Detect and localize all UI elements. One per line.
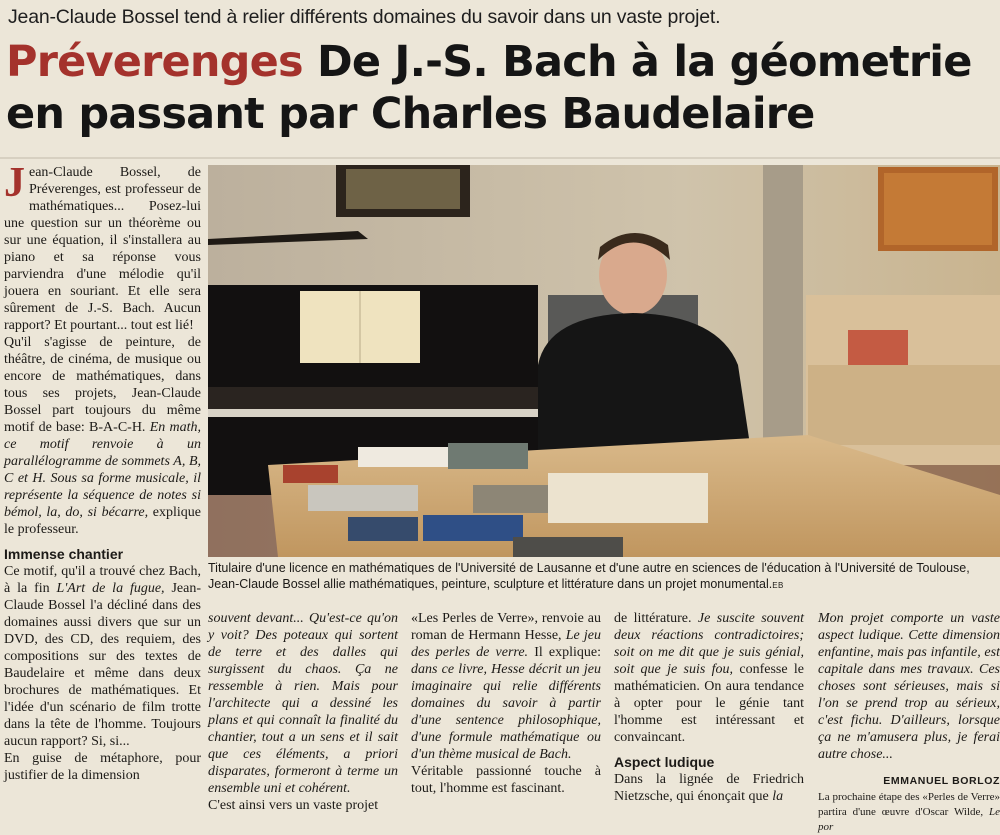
col4-text-a: de littérature. [614,611,692,626]
section-heading-immense-chantier: Immense chantier [4,546,124,562]
footnote [818,790,1000,835]
section1-paragraph-2: En guise de métaphore, pour justifier de la dimension [4,751,201,783]
col3-quote: dans ce livre, Hesse décrit un jeu imaginaire qui relie différents domaines du savoir à partir d'une sentence philosophique, d'une formule mathématique ou d'un thème musical de Bach. [411,662,601,762]
section1-text-rest: Jean-Claude Bossel l'a décliné dans des domaines aussi divers que sur un DVD, des CD, des requiem, des compositions sur des textes de Baudelaire et même dans deux brochures de mathématiques. Et l'idée d'un scénario de film trotte dans la tête de l'homme. Toujours aucun rapport? Si, si... [4,581,201,749]
headline-location: Préverenges [6,37,303,87]
article-kicker: Jean-Claude Bossel tend à relier différents domaines du savoir dans un vaste projet. [8,6,721,28]
headline-divider [0,157,1000,159]
col3-paragraph-2: Véritable passionné touche à tout, l'homme est fascinant. [411,764,601,796]
intro-quote: En math, ce motif renvoie à un parallélogramme de sommets A, B, C et H. Sous sa forme musicale, il représente la séquence de notes si bémol, la, do, si bécarre, [4,420,201,520]
section-heading-aspect-ludique: Aspect ludique [614,754,715,770]
author-byline: EMMANUEL BORLOZ [883,775,1000,787]
intro-tail: explique le professeur. [4,505,202,537]
col4-text-d: Dans la lignée de Friedrich Nietzsche, qui énonçait que [614,772,804,804]
column-5 [818,610,1000,835]
caption-text: Titulaire d'une licence en mathématiques de l'Université de Lausanne et d'une autre en sciences de l'éducation à l'Université de Toulouse, Jean-Claude Bossel allie mathématiques, peinture, sculpture et littérature dans un projet monumental. [208,561,970,591]
col2-quote: souvent devant... Qu'est-ce qu'on y voit? Des poteaux qui sortent de terre et des dalles qui surgissent du chaos. Ça ne ressemble à rien. Mais pour l'architecte qui a dessiné les plans et qui connaît la finalité du chantier, tout a un sens et il sait que ces éléments, a priori disparates, formeront à terme un ensemble uni et cohérent. [208,611,398,796]
col3-text-a: «Les Perles de Verre», renvoie au roman de Hermann Hesse, [411,611,601,643]
section1-text: Ce motif, qu'il a trouvé chez Bach, à la fin [4,564,201,596]
column-4 [614,610,804,805]
headline-title-line2: en passant par Charles Baudelaire [6,89,815,139]
section1-work-title: L'Art de la fugue, [56,581,165,596]
col2-tail: C'est ainsi vers un vaste projet [208,798,379,813]
col4-quote: Je suscite souvent deux réactions contradictoires; soit on me dit que je suis génial, soit que je suis fou, [614,611,804,677]
intro-paragraph-2 [4,334,201,538]
col4-paragraph-2 [614,771,804,805]
section1-paragraph [4,563,201,750]
intro-column [4,160,202,784]
col3-text-c: Il explique: [534,645,602,660]
intro-text-2: Qu'il s'agisse de peinture, de théâtre, de cinéma, de musique ou encore de mathématiques, dans tous ses projets, Jean-Claude Bossel part toujours du même motif de base: B-A-C-H. [4,335,201,435]
photo-caption [208,560,998,594]
intro-paragraph [4,160,201,334]
col3-paragraph [411,610,601,763]
photo-illustration [208,165,1000,557]
intro-text: ean-Claude Bossel, de Préverenges, est professeur de mathématiques... Posez-lui une question sur un théorème ou sur une équation, il s'installera au piano et sa réponse vous parviendra d'une mélodie qu'il jouera en souriant. Et elle sera sûrement de J.-S. Bach. Aucun rapport? Et pourtant... tout est lié! [4,165,201,333]
col4-text-c: confesse le mathématicien. On aura tendance à opter pour le génie tant l'homme est intéressant et convaincant. [614,662,804,745]
column-3 [411,610,601,797]
dropcap: J [4,160,25,206]
column-2 [208,610,398,814]
col4-paragraph [614,610,804,746]
col3-book-title: Le jeu des perles de verre. [411,628,601,660]
article-headline [6,36,998,140]
col5-quote: Mon projet comporte un vaste aspect ludique. Cette dimension enfantine, mais pas infantile, est capitale dans mes travaux. Ces choses sont sérieuses, mais si l'on se prend trop au sérieux, c'est fichu. D'ailleurs, lorsque ça ne m'amusera plus, je ferai autre chose... [818,611,1000,762]
headline-title-line1: De J.-S. Bach à la géometrie [316,37,972,87]
footnote-title: Le por [818,806,1000,833]
article-photo [208,165,1000,557]
col4-text-e: la [772,789,784,804]
photo-credit: EB [772,581,784,590]
footnote-text: La prochaine étape des «Perles de Verre» partira d'une œuvre d'Oscar Wilde, [818,791,1000,818]
